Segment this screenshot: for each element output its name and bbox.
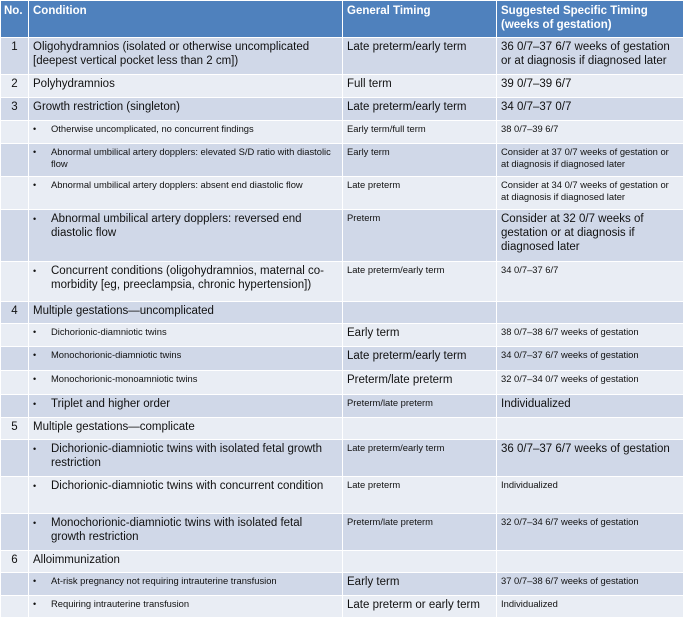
header-no: No.: [1, 1, 29, 38]
specific-timing-cell: Individualized: [497, 395, 683, 418]
table-row: [1, 262, 683, 302]
specific-timing-cell: 32 0/7–34 0/7 weeks of gestation: [497, 371, 683, 395]
row-number: [1, 371, 29, 395]
condition-text: Abnormal umbilical artery dopplers: elevated S/D ratio with diastolic flow: [51, 146, 338, 170]
table-row: [1, 371, 683, 395]
condition-cell: Multiple gestations—complicate: [29, 418, 343, 440]
general-timing-cell: Late preterm/early term: [343, 98, 497, 121]
row-number: [1, 210, 29, 262]
specific-timing-cell: [497, 418, 683, 440]
table-row: [1, 477, 683, 514]
condition-cell: Oligohydramnios (isolated or otherwise uncomplicated [deepest vertical pocket less than 2 cm]): [29, 38, 343, 75]
condition-cell: [29, 371, 343, 395]
specific-timing-cell: Individualized: [497, 596, 683, 618]
general-timing-cell: Late preterm or early term: [343, 596, 497, 618]
specific-timing-cell: [497, 551, 683, 573]
general-timing-cell: Early term: [343, 573, 497, 596]
bullet-icon: •: [33, 212, 51, 240]
table-row: [1, 98, 683, 121]
row-number: [1, 262, 29, 302]
condition-text: Otherwise uncomplicated, no concurrent findings: [51, 123, 254, 135]
row-number: 2: [1, 75, 29, 98]
bullet-icon: •: [33, 397, 51, 411]
table-body: [1, 38, 683, 618]
specific-timing-cell: 38 0/7–38 6/7 weeks of gestation: [497, 324, 683, 347]
row-number: 3: [1, 98, 29, 121]
condition-text: Triplet and higher order: [51, 397, 170, 411]
general-timing-cell: Preterm/late preterm: [343, 371, 497, 395]
general-timing-cell: Late preterm: [343, 477, 497, 514]
row-number: [1, 324, 29, 347]
specific-timing-cell: 34 0/7–37 0/7: [497, 98, 683, 121]
row-number: 6: [1, 551, 29, 573]
specific-timing-cell: 34 0/7–37 6/7 weeks of gestation: [497, 347, 683, 371]
general-timing-cell: Preterm/late preterm: [343, 395, 497, 418]
bullet-icon: •: [33, 598, 51, 610]
specific-timing-cell: 36 0/7–37 6/7 weeks of gestation: [497, 440, 683, 477]
condition-cell: [29, 514, 343, 551]
condition-text: Monochorionic-diamniotic twins with isolated fetal growth restriction: [51, 516, 338, 544]
general-timing-cell: Early term: [343, 144, 497, 177]
specific-timing-cell: 36 0/7–37 6/7 weeks of gestation or at diagnosis if diagnosed later: [497, 38, 683, 75]
specific-timing-cell: 39 0/7–39 6/7: [497, 75, 683, 98]
general-timing-cell: Preterm: [343, 210, 497, 262]
general-timing-cell: Preterm/late preterm: [343, 514, 497, 551]
row-number: [1, 144, 29, 177]
table-row: [1, 395, 683, 418]
table-row: [1, 75, 683, 98]
table-row: [1, 440, 683, 477]
condition-cell: [29, 144, 343, 177]
specific-timing-cell: Consider at 37 0/7 weeks of gestation or at diagnosis if diagnosed later: [497, 144, 683, 177]
condition-text: Abnormal umbilical artery dopplers: absent end diastolic flow: [51, 179, 303, 191]
condition-text: Dichorionic-diamniotic twins with isolated fetal growth restriction: [51, 442, 338, 470]
bullet-icon: •: [33, 179, 51, 191]
condition-cell: [29, 395, 343, 418]
general-timing-cell: Early term: [343, 324, 497, 347]
header-row: [1, 1, 683, 38]
row-number: [1, 477, 29, 514]
bullet-icon: •: [33, 373, 51, 385]
condition-text: Requiring intrauterine transfusion: [51, 598, 189, 610]
row-number: [1, 121, 29, 144]
general-timing-cell: Late preterm/early term: [343, 262, 497, 302]
condition-text: Abnormal umbilical artery dopplers: reversed end diastolic flow: [51, 212, 338, 240]
table-row: [1, 38, 683, 75]
bullet-icon: •: [33, 516, 51, 544]
general-timing-cell: [343, 418, 497, 440]
condition-cell: [29, 324, 343, 347]
table-row: [1, 324, 683, 347]
general-timing-cell: Early term/full term: [343, 121, 497, 144]
table-row: [1, 418, 683, 440]
specific-timing-cell: [497, 302, 683, 324]
row-number: [1, 573, 29, 596]
condition-cell: [29, 121, 343, 144]
table-row: [1, 551, 683, 573]
table-row: [1, 144, 683, 177]
general-timing-cell: Late preterm/early term: [343, 440, 497, 477]
row-number: 4: [1, 302, 29, 324]
row-number: [1, 514, 29, 551]
condition-text: Monochorionic-monoamniotic twins: [51, 373, 197, 385]
condition-cell: Growth restriction (singleton): [29, 98, 343, 121]
general-timing-cell: Full term: [343, 75, 497, 98]
condition-cell: Polyhydramnios: [29, 75, 343, 98]
specific-timing-cell: Individualized: [497, 477, 683, 514]
bullet-icon: •: [33, 575, 51, 587]
bullet-icon: •: [33, 123, 51, 135]
table-row: [1, 347, 683, 371]
condition-cell: [29, 573, 343, 596]
condition-text: Dichorionic-diamniotic twins with concurrent condition: [51, 479, 323, 493]
row-number: [1, 440, 29, 477]
specific-timing-cell: Consider at 32 0/7 weeks of gestation or at diagnosis if diagnosed later: [497, 210, 683, 262]
condition-text: At-risk pregnancy not requiring intrauterine transfusion: [51, 575, 277, 587]
header-general: General Timing: [343, 1, 497, 38]
condition-cell: [29, 347, 343, 371]
condition-cell: [29, 262, 343, 302]
condition-text: Dichorionic-diamniotic twins: [51, 326, 167, 338]
specific-timing-cell: 32 0/7–34 6/7 weeks of gestation: [497, 514, 683, 551]
row-number: [1, 395, 29, 418]
general-timing-cell: Late preterm/early term: [343, 347, 497, 371]
bullet-icon: •: [33, 146, 51, 170]
condition-cell: [29, 596, 343, 618]
condition-cell: [29, 210, 343, 262]
general-timing-cell: [343, 551, 497, 573]
condition-cell: Multiple gestations—uncomplicated: [29, 302, 343, 324]
row-number: [1, 596, 29, 618]
condition-cell: Alloimmunization: [29, 551, 343, 573]
header-condition: Condition: [29, 1, 343, 38]
general-timing-cell: Late preterm/early term: [343, 38, 497, 75]
general-timing-cell: [343, 302, 497, 324]
row-number: 5: [1, 418, 29, 440]
row-number: [1, 347, 29, 371]
table-row: [1, 210, 683, 262]
condition-text: Monochorionic-diamniotic twins: [51, 349, 181, 361]
bullet-icon: •: [33, 349, 51, 361]
specific-timing-cell: 37 0/7–38 6/7 weeks of gestation: [497, 573, 683, 596]
condition-cell: [29, 177, 343, 210]
table-row: [1, 514, 683, 551]
table-row: [1, 573, 683, 596]
table-row: [1, 302, 683, 324]
condition-cell: [29, 440, 343, 477]
bullet-icon: •: [33, 264, 51, 292]
general-timing-cell: Late preterm: [343, 177, 497, 210]
table-row: [1, 177, 683, 210]
row-number: [1, 177, 29, 210]
bullet-icon: •: [33, 442, 51, 470]
condition-text: Concurrent conditions (oligohydramnios, maternal co-morbidity [eg, preeclampsia, chronic hypertension]): [51, 264, 338, 292]
condition-cell: [29, 477, 343, 514]
table-row: [1, 121, 683, 144]
specific-timing-cell: 34 0/7–37 6/7: [497, 262, 683, 302]
specific-timing-cell: Consider at 34 0/7 weeks of gestation or at diagnosis if diagnosed later: [497, 177, 683, 210]
header-specific: Suggested Specific Timing (weeks of gestation): [497, 1, 683, 38]
bullet-icon: •: [33, 326, 51, 338]
row-number: 1: [1, 38, 29, 75]
table-row: [1, 596, 683, 618]
specific-timing-cell: 38 0/7–39 6/7: [497, 121, 683, 144]
bullet-icon: •: [33, 479, 51, 493]
